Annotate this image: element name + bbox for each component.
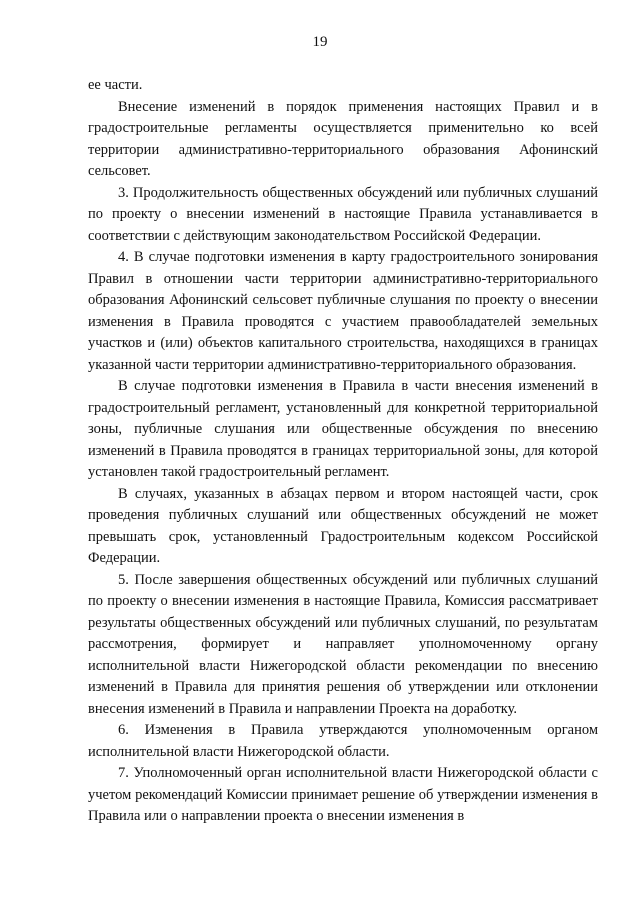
paragraph-amendment-procedure: Внесение изменений в порядок применения настоящих Правил и в градостроительные регламенты осуществляется применительно ко всей территории административно-территориального образования Афонинский сельсовет. (88, 98, 598, 179)
paragraph-item-5: 5. После завершения общественных обсуждений или публичных слушаний по проекту о внесении изменения в настоящие Правила, Комиссия рассматривает результаты общественных обсуждений или публичных слушаний, по результатам рассмотрения, формирует и направляет уполномоченному органу исполнительной власти Нижегородской области рекомендации по внесению изменений в Правила для принятия решения об утверждении или отклонении внесения изменений в Правила и направлении Проекта на доработку. (88, 571, 598, 717)
page-number: 19 (312, 34, 328, 50)
paragraph-regulation-changes: В случае подготовки изменения в Правила в части внесения изменений в градостроительный регламент, установленный для конкретной территориальной зоны, публичные слушания или общественные обсуждения по внесению изменений в Правила проводятся в границах территориальной зоны, для которой установлен такой градостроительный регламент. (88, 378, 598, 480)
paragraph-item-7: 7. Уполномоченный орган исполнительной власти Нижегородской области с учетом рекомендаций Комиссии принимает решение об утверждении изменения в Правила или о направлении проекта о внесении изменения в (88, 765, 598, 824)
paragraph-item-4: 4. В случае подготовки изменения в карту градостроительного зонирования Правил в отношении части территории административно-территориального образования Афонинский сельсовет публичные слушания по проекту о внесении изменения в Правила проводятся с участием правообладателей земельных участков и (или) объектов капитального строительства, находящихся в границах указанной части территории административно-территориального образования. (88, 249, 598, 373)
document-body (88, 75, 598, 828)
paragraph-hearing-term: В случаях, указанных в абзацах первом и втором настоящей части, срок проведения публичных слушаний или общественных обсуждений не может превышать срок, установленный Градостроительным кодексом Российской Федерации. (88, 485, 598, 566)
paragraph-item-6: 6. Изменения в Правила утверждаются уполномоченным органом исполнительной власти Нижегородской области. (88, 722, 598, 760)
paragraph-item-3: 3. Продолжительность общественных обсуждений или публичных слушаний по проекту о внесении изменений в настоящие Правила устанавливается в соответствии с действующим законодательством Российской Федерации. (88, 184, 598, 244)
paragraph-continuation: ее части. (88, 77, 143, 93)
